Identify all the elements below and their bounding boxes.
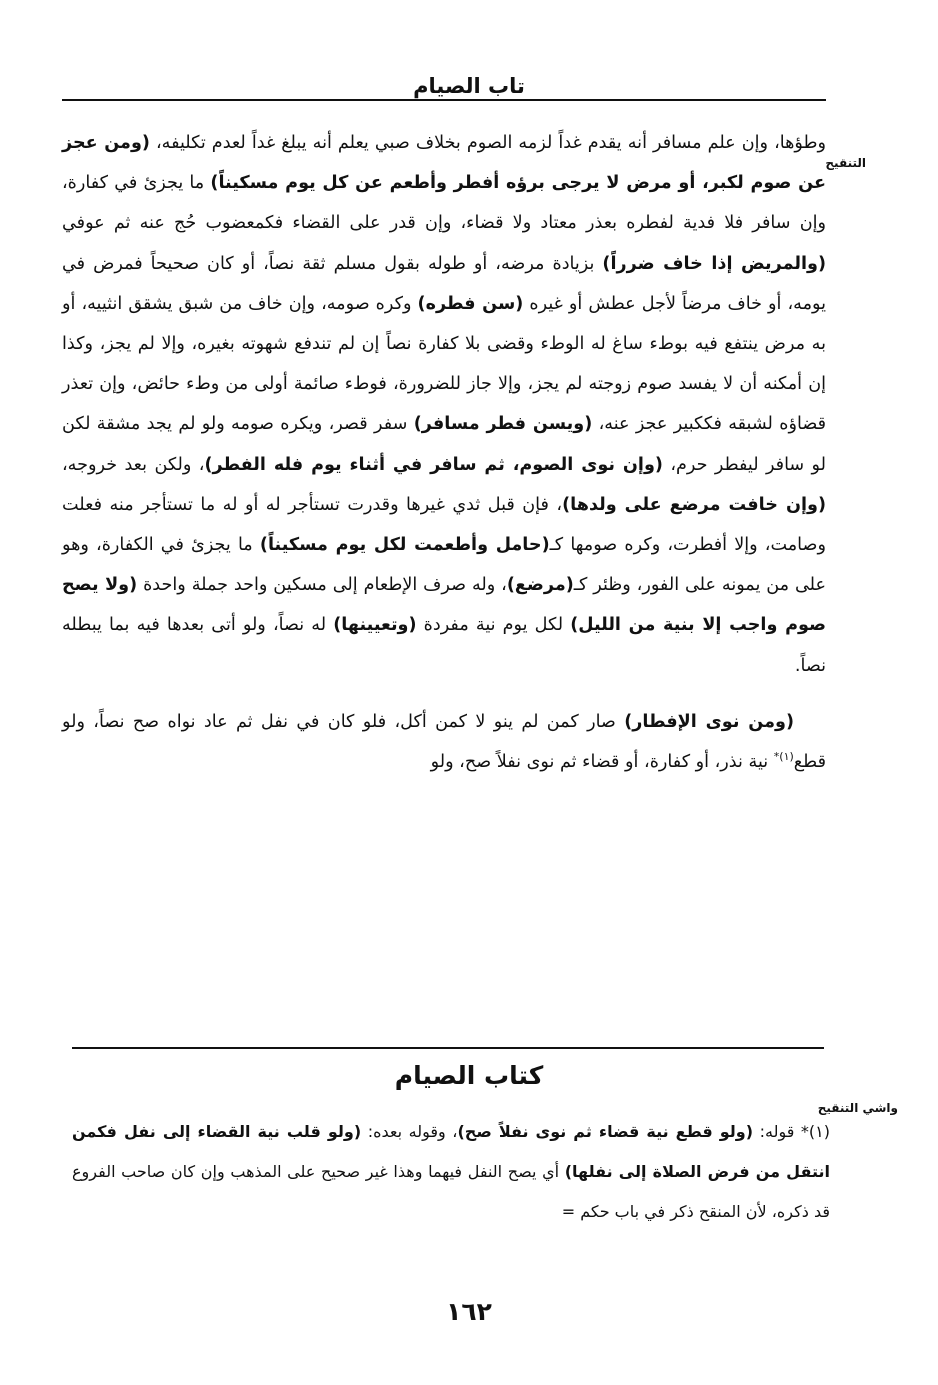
main-text-run: ، وله صرف الإطعام إلى مسكين واحد جملة واحدة — [137, 575, 507, 596]
main-text — [62, 123, 826, 782]
footnote-divider — [72, 1047, 824, 1049]
main-text-run: صار كمن لم ينو لا كمن أكل، فلو كان في نفل ثم عاد نواه صح نصاً، ولو قطع — [62, 711, 826, 773]
main-text-run: (سن فطره) — [417, 293, 524, 314]
main-text-run: (مرضع) — [506, 575, 574, 596]
book-title: كتاب الصيام — [394, 1061, 544, 1090]
margin-label-footnotes: واشي التنقيح — [817, 1101, 898, 1115]
footnote — [72, 1112, 830, 1232]
main-text-run: (ومن عجز عن صوم لكبر، أو مرض لا يرجى برؤه أفطر وأطعم عن كل يوم مسكيناً) — [62, 133, 826, 194]
main-text-run: بزيادة مرضه، أو طوله بقول مسلم ثقة نصاً، أو كان صحيحاً فمرض في يومه، أو خاف مرضاً لأجل عطش أو غيره — [62, 253, 826, 314]
main-text-run: ما يجزئ في كفارة، وإن سافر فلا فدية لفطره بعذر معتاد ولا قضاء، وإن قدر على القضاء فكمعضوب حُج عنه ثم عوفي — [62, 173, 826, 234]
main-text-run: (وإن خافت مرضع على ولدها) — [562, 494, 826, 515]
footnote-run: أي يصح النفل فيهما وهذا غير صحيح على المذهب وإن كان صاحب الفروع قد ذكره، لأن المنقح ذكر في باب حكم = — [72, 1162, 830, 1221]
main-text-run: ، فإن قبل ثدي غيرها وقدرت تستأجر له أو له ما تستأجر منه فعلت وصامت، وإلا أفطرت، وكره صومها كـ — [62, 494, 826, 556]
main-paragraph-1 — [62, 123, 826, 686]
running-header: تاب الصيام — [413, 74, 525, 98]
main-text-run: (وتعيينها) — [333, 615, 417, 636]
margin-label-tanqih: التنقيح — [825, 156, 866, 170]
footnote-run: (ولو قطع نية قضاء ثم نوى نفلاً صح) — [457, 1122, 754, 1141]
footnote-run: (١)* قوله: — [753, 1122, 831, 1141]
main-text-run: وطؤها، وإن علم مسافر أنه يقدم غداً لزمه الصوم بخلاف صبي يعلم أنه يبلغ غداً لعدم تكليفه، — [149, 133, 826, 153]
main-text-run: (حامل وأطعمت لكل يوم مسكيناً) — [259, 535, 550, 556]
main-text-run: (ويسن فطر مسافر) — [413, 414, 593, 435]
main-text-run: لكل يوم نية مفردة — [416, 615, 571, 636]
main-text-run: (ومن نوى الإفطار) — [624, 711, 795, 732]
header-rule — [62, 99, 826, 101]
main-text-run: سفر قصر، ويكره صومه ولو لم يجد مشقة لكن لو سافر ليفطر حرم، — [62, 414, 827, 475]
main-text-run: ، ولكن بعد خروجه، — [62, 454, 205, 475]
main-text-run: (ولا يصح صوم واجب إلا بنية من الليل) — [62, 575, 826, 636]
main-text-run: (وإن نوى الصوم، ثم سافر في أثناء يوم فله الفطر) — [204, 454, 663, 475]
footnote-run: (ولو قلب نية القضاء إلى نفل فكمن انتقل من فرض الصلاة إلى نفلها) — [72, 1122, 830, 1181]
main-text-run: نية نذر، أو كفارة، أو قضاء ثم نوى نفلاً صح، ولو — [430, 752, 774, 773]
main-text-run: (والمريض إذا خاف ضرراً) — [602, 253, 827, 274]
page-number: ١٦٢ — [446, 1297, 492, 1326]
main-paragraph-2 — [62, 702, 826, 782]
footnote-reference[interactable]: (١)* — [773, 750, 794, 764]
main-text-run: وكره صومه، وإن خاف من شبق يشقق انثييه، أو به مرض ينتفع فيه بوطء ساغ له الوطء وقضى بلا كفارة نصاً إن لم تندفع شهوته بغيره، وإلا لم يجز، وكذا إن أمكنه أن لا يفسد صوم زوجته لم يجز، وإلا جاز للضرورة، فوطء صائمة أولى من وطء حائض، وإن تعذر قضاؤه لشبقه فككبير عجز عنه، — [62, 293, 826, 435]
footnote-run: ، وقوله بعده: — [361, 1122, 458, 1141]
main-text-run: له نصاً، ولو أتى بعدها فيه بما يبطله نصاً. — [62, 615, 826, 676]
main-text-run: ما يجزئ في الكفارة، وهو على من يمونه على الفور، وظئر كـ — [62, 535, 826, 596]
